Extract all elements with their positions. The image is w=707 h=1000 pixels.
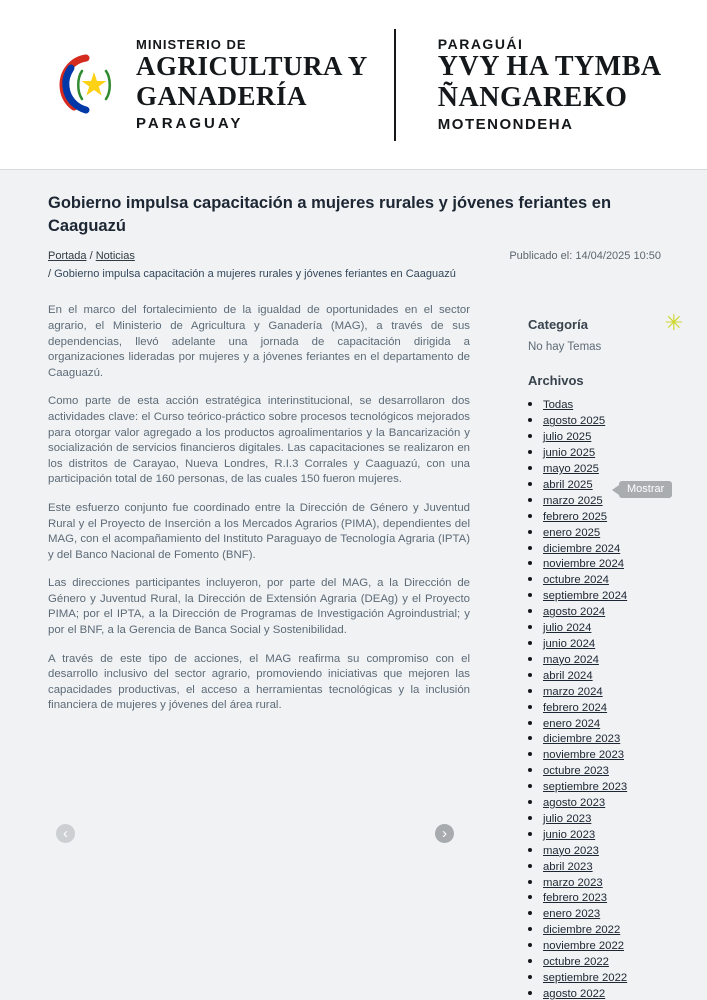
page-content (0, 170, 707, 1000)
article-paragraph: Las direcciones participantes incluyeron, por parte del MAG, a la Dirección de Género y Juventud Rural, la Dirección de Extensión Agraria (DEAg) y el Proyecto PIMA; por el IPTA, a la Dirección de Programas de Investigación Agroindustrial; y por el BNF, a la Gerencia de Banca Social y Sostenibilidad. (48, 577, 470, 637)
article-paragraph: Este esfuerzo conjunto fue coordinado entre la Dirección de Género y Juventud Rural y el Proyecto de Inserción a los Mercados Agrarios (PIMA), dependientes del MAG, con el acompañamiento del Instituto Paraguayo de Tecnología Agraria (IPTA) y del Banco Nacional de Fomento (BNF). (48, 501, 470, 561)
archive-item (543, 811, 677, 827)
carousel-prev-button[interactable] (56, 824, 75, 843)
ministry-title-line2: GANADERÍA (136, 81, 308, 111)
ministry-title-gn-line1: YVY HA TYMBA (437, 50, 662, 82)
breadcrumb-current[interactable]: Gobierno impulsa capacitación a mujeres rurales y jóvenes feriantes en Caaguazú (54, 267, 456, 280)
archive-link[interactable]: diciembre 2023 (543, 733, 621, 746)
ministry-pre-line: MINISTERIO DE (136, 37, 247, 53)
archive-item (543, 541, 677, 557)
category-empty-text: No hay Temas (528, 341, 602, 354)
archive-item (543, 413, 677, 429)
carousel-nav (48, 824, 470, 843)
article-paragraph: A través de este tipo de acciones, el MAG reafirma su compromiso con el desarrollo inclusivo del sector agrario, promoviendo iniciativas que mejoren las capacidades productivas, el acceso a herramientas tecnológicas y la inclusión financiera de mujeres y jóvenes del área rural. (48, 652, 470, 712)
archive-item (543, 684, 677, 700)
archive-link[interactable]: abril 2025 (543, 478, 593, 491)
archive-link[interactable]: junio 2025 (543, 447, 596, 460)
archive-item (543, 731, 677, 747)
sidebar (528, 303, 677, 1000)
archive-item (543, 827, 677, 843)
breadcrumb-link-portada[interactable]: Portada (48, 250, 87, 263)
chevron-right-icon: › (442, 825, 447, 843)
carousel-next-button[interactable] (435, 824, 454, 843)
ministry-pre-line-gn: PARAGUÁI (437, 35, 524, 52)
article-paragraph: En el marco del fortalecimiento de la igualdad de oportunidades en el sector agrario, el Ministerio de Agricultura y Ganadería (MAG), a través de sus dependencias, llevó adelante una jornada de capacitación dirigida a organizaciones lideradas por mujeres y a jóvenes feriantes en el departamento de Caaguazú. (48, 304, 470, 379)
archive-link[interactable]: agosto 2024 (543, 606, 606, 619)
archive-item (543, 429, 677, 445)
archive-item (543, 875, 677, 891)
article-paragraph: Como parte de esta acción estratégica interinstitucional, se desarrollaron dos actividades clave: el Curso teórico-práctico sobre procesos tecnológicos mejorados para otorgar valor agregado a los productos agroalimentarios y la Bancarización y socialización de servicios financieros digitales. Las capacitaciones se realizaron en los distritos de Carayao, Nueva Londres, R.I.3 Corrales y Caaguazú, con una participación total de 160 personas, de las cuales 150 fueron mujeres. (48, 395, 470, 486)
archive-link[interactable]: julio 2025 (543, 431, 592, 444)
archive-link[interactable]: octubre 2022 (543, 956, 609, 969)
archive-link[interactable]: julio 2023 (543, 812, 592, 825)
archives-heading: Archivos (528, 373, 584, 389)
archive-item (543, 636, 677, 652)
archive-item (543, 652, 677, 668)
archive-item (543, 795, 677, 811)
archive-link[interactable]: marzo 2023 (543, 876, 603, 889)
breadcrumb (48, 248, 456, 283)
archive-link[interactable]: enero 2023 (543, 908, 601, 921)
archive-item (543, 572, 677, 588)
archive-link[interactable]: agosto 2025 (543, 415, 606, 428)
site-header (0, 0, 707, 170)
archive-item (543, 716, 677, 732)
article-body (48, 303, 470, 1000)
archive-link[interactable]: junio 2024 (543, 637, 596, 650)
tooltip-arrow-icon (612, 485, 619, 495)
archive-link[interactable]: mayo 2025 (543, 463, 599, 475)
show-tooltip (612, 481, 672, 498)
archive-item (543, 397, 677, 413)
archive-link[interactable]: marzo 2024 (543, 685, 603, 698)
archive-link[interactable]: febrero 2023 (543, 892, 608, 905)
archive-link[interactable]: abril 2024 (543, 669, 593, 682)
mag-coat-of-arms-logo[interactable] (58, 53, 118, 117)
archive-item (543, 668, 677, 684)
archive-item (543, 859, 677, 875)
content-columns (48, 303, 677, 1000)
archive-item (543, 700, 677, 716)
archive-link[interactable]: agosto 2022 (543, 987, 606, 1000)
ministry-name-guarani (438, 36, 662, 134)
archive-item (543, 556, 677, 572)
archive-link[interactable]: mayo 2024 (543, 653, 599, 666)
archive-item (543, 461, 677, 477)
archive-item (543, 509, 677, 525)
archive-item (543, 445, 677, 461)
archive-link[interactable]: septiembre 2023 (543, 781, 628, 794)
tooltip-label: Mostrar (619, 481, 672, 498)
archive-item (543, 763, 677, 779)
ministry-sub-gn: MOTENONDEHA (437, 116, 574, 134)
archive-link[interactable]: octubre 2023 (543, 765, 609, 778)
archive-item (543, 779, 677, 795)
archive-link[interactable]: noviembre 2022 (543, 940, 625, 953)
archive-item (543, 525, 677, 541)
archive-item (543, 747, 677, 763)
archive-item (543, 938, 677, 954)
chevron-left-icon: ‹ (63, 825, 68, 843)
category-heading: Categoría (528, 317, 588, 333)
paragraph-list (48, 303, 470, 714)
header-divider (394, 29, 396, 141)
archive-link[interactable]: octubre 2024 (543, 574, 609, 587)
archive-link[interactable]: agosto 2023 (543, 797, 606, 810)
article-meta-row (48, 248, 677, 283)
archive-link[interactable]: enero 2024 (543, 717, 601, 730)
archive-link[interactable]: junio 2023 (543, 828, 596, 841)
archive-item (543, 588, 677, 604)
archive-item (543, 986, 677, 1000)
published-date: Publicado el: 14/04/2025 10:50 (509, 250, 661, 263)
archive-item (543, 970, 677, 986)
page-title: Gobierno impulsa capacitación a mujeres rurales y jóvenes feriantes en Caaguazú (48, 194, 612, 236)
accessibility-widget-icon[interactable]: ✳ (664, 310, 683, 335)
archive-link[interactable]: noviembre 2024 (543, 558, 625, 571)
archive-link[interactable]: abril 2023 (543, 860, 593, 873)
archive-item (543, 906, 677, 922)
archive-link[interactable]: diciembre 2024 (543, 542, 621, 555)
archive-link[interactable]: enero 2025 (543, 526, 601, 539)
archive-item (543, 604, 677, 620)
archive-link[interactable]: septiembre 2022 (543, 972, 628, 984)
archive-link[interactable]: septiembre 2024 (543, 590, 628, 603)
archive-link[interactable]: marzo 2025 (543, 494, 603, 507)
archive-link[interactable]: Todas (543, 399, 574, 412)
breadcrumb-separator: / (48, 267, 52, 280)
archive-item (543, 620, 677, 636)
archive-item (543, 843, 677, 859)
ministry-name-spanish (136, 37, 368, 131)
breadcrumb-separator: / (89, 250, 93, 263)
archive-item (543, 954, 677, 970)
coat-of-arms-icon (58, 53, 118, 117)
archive-link[interactable]: diciembre 2022 (543, 924, 621, 937)
ministry-country: PARAGUAY (136, 114, 244, 132)
ministry-title-gn-line2: ÑANGAREKO (437, 81, 628, 113)
archive-link[interactable]: noviembre 2023 (543, 749, 625, 762)
archive-link[interactable]: febrero 2025 (543, 510, 608, 523)
ministry-title-line1: AGRICULTURA Y (136, 51, 368, 82)
archive-link[interactable]: febrero 2024 (543, 701, 608, 714)
archive-item (543, 922, 677, 938)
archive-link[interactable]: julio 2024 (543, 622, 592, 635)
archive-item (543, 890, 677, 906)
archive-link[interactable]: mayo 2023 (543, 844, 599, 857)
breadcrumb-link-noticias[interactable]: Noticias (95, 250, 135, 263)
